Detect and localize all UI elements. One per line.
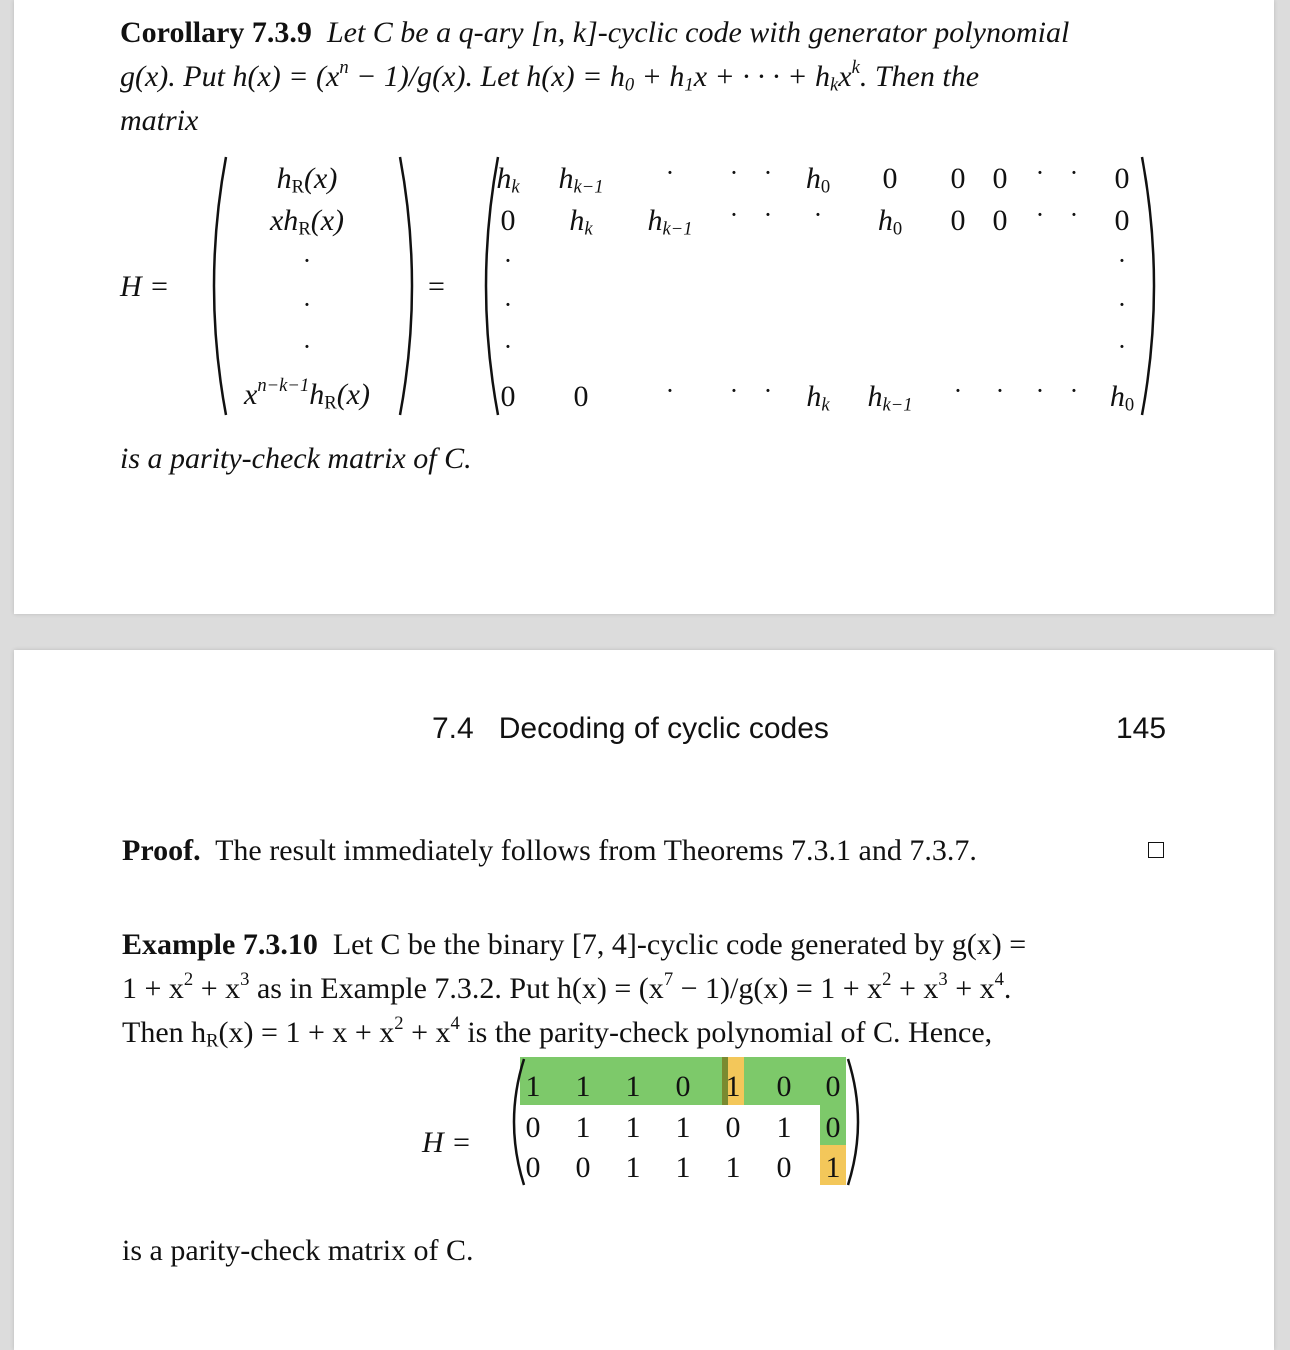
- example-line-1: [122, 930, 1026, 960]
- subscript: 0: [892, 218, 903, 240]
- corollary-line-3: matrix: [120, 104, 199, 137]
- proof-label: Proof.: [122, 834, 201, 867]
- right-paren-1: [396, 155, 426, 417]
- matrix-cell: 1: [625, 1111, 641, 1144]
- corollary-line-2: [120, 56, 980, 96]
- text-run: − 1)/g(x) = 1 + x: [673, 972, 883, 1005]
- text-run: + x: [403, 1016, 451, 1049]
- page-top: [14, 0, 1274, 614]
- subscript: k: [584, 218, 593, 240]
- example-conclusion: is a parity-check matrix of C.: [122, 1234, 474, 1267]
- text-run: h: [877, 204, 893, 237]
- subscript: 1: [684, 74, 694, 96]
- subscript: k: [830, 74, 839, 96]
- matrix-cell: 0: [776, 1151, 792, 1184]
- text-run: − 1)/g(x). Let h(x) = h: [348, 60, 625, 93]
- section-number: 7.4: [432, 712, 474, 745]
- matrix-cell: 1: [776, 1111, 792, 1144]
- corollary-line-1: [120, 18, 1069, 48]
- text-run: (x): [336, 378, 370, 411]
- matrix-cell: 1: [525, 1070, 541, 1103]
- matrix-cell: 1: [625, 1070, 641, 1103]
- vdots: ·: [1117, 246, 1127, 275]
- matrix-cell: 1: [725, 1151, 741, 1184]
- text-run: h: [276, 162, 292, 195]
- text-run: . Then the: [859, 60, 980, 93]
- vdots: ·: [1117, 332, 1127, 361]
- text-run: h: [558, 162, 574, 195]
- proof-paragraph: [122, 836, 977, 866]
- superscript: 7: [663, 968, 674, 990]
- matrix-cell: 0: [776, 1070, 792, 1103]
- hdots: ·: [665, 158, 675, 187]
- vector-entry-hR: [276, 162, 338, 198]
- equals-sign: =: [428, 270, 445, 303]
- matrix-cell: [569, 204, 593, 240]
- vdots: ·: [302, 290, 312, 319]
- vdots: ·: [302, 246, 312, 275]
- matrix-cell: 1: [675, 1151, 691, 1184]
- text-run: h: [647, 204, 663, 237]
- matrix-cell: 0: [950, 204, 966, 237]
- matrix-cell: 0: [575, 1151, 591, 1184]
- hdots: ·: [1069, 158, 1079, 187]
- text-run: h: [496, 162, 512, 195]
- matrix-cell: [558, 162, 604, 198]
- proof-text: The result immediately follows from Theorems 7.3.1 and 7.3.7.: [215, 834, 977, 867]
- superscript: 4: [994, 968, 1004, 990]
- vdots: ·: [503, 290, 513, 319]
- hdots: ·: [1035, 376, 1045, 405]
- example-line-2: [122, 968, 1012, 1005]
- right-paren-2: [1138, 155, 1168, 417]
- matrix-cell: [496, 162, 520, 198]
- text-run: g(x). Put h(x) = (x: [120, 60, 340, 93]
- matrix-cell: [647, 204, 693, 240]
- matrix-cell: 1: [625, 1151, 641, 1184]
- text-run: (x): [310, 204, 345, 237]
- hdots: ·: [729, 376, 739, 405]
- subscript: k: [511, 176, 520, 198]
- hdots: ·: [729, 200, 739, 229]
- text-run: (x): [304, 162, 338, 195]
- hdots: ·: [1069, 376, 1079, 405]
- hdots: ·: [763, 376, 773, 405]
- corollary-label: Corollary 7.3.9: [120, 16, 312, 49]
- matrix-cell: [805, 162, 831, 198]
- vector-entry-last: [244, 374, 370, 414]
- text-run: as in Example 7.3.2. Put h(x) = (x: [249, 972, 664, 1005]
- subscript: R: [298, 218, 311, 240]
- matrix-cell: 1: [725, 1070, 741, 1103]
- matrix-cell: 0: [725, 1111, 741, 1144]
- page-bottom: [14, 650, 1274, 1350]
- example-line-3: [122, 1012, 993, 1052]
- hdots: ·: [665, 376, 675, 405]
- hdots: ·: [763, 200, 773, 229]
- matrix-H-label: H =: [120, 270, 170, 303]
- text-run: h: [1109, 380, 1125, 413]
- matrix-cell: 1: [575, 1070, 591, 1103]
- text-run: Then h: [122, 1016, 207, 1049]
- subscript: R: [291, 176, 305, 198]
- vdots: ·: [302, 332, 312, 361]
- matrix-cell: 0: [1114, 162, 1130, 195]
- vdots: ·: [503, 246, 513, 275]
- matrix-H-label: H =: [422, 1126, 472, 1159]
- text-run: .: [1003, 972, 1012, 1005]
- text-run: xh: [269, 204, 299, 237]
- text-run: (x) = 1 + x + x: [218, 1016, 395, 1049]
- subscript: k−1: [882, 394, 913, 416]
- text-run: x: [838, 60, 852, 93]
- subscript: 0: [820, 176, 831, 198]
- text-run: h: [309, 378, 325, 411]
- corollary-statement: Let C be a q-ary [n, k]-cyclic code with generator polynomial: [326, 16, 1070, 49]
- vdots: ·: [503, 332, 513, 361]
- example-label: Example 7.3.10: [122, 928, 318, 961]
- superscript: 4: [450, 1012, 460, 1034]
- superscript: 3: [240, 968, 250, 990]
- matrix-cell: 0: [573, 380, 589, 413]
- left-paren-1: [200, 155, 230, 417]
- matrix-cell: 0: [882, 162, 898, 195]
- hdots: ·: [1035, 200, 1045, 229]
- vector-entry-xhR: [269, 204, 345, 240]
- example-text: Let C be the binary [7, 4]-cyclic code generated by g(x) =: [332, 928, 1027, 961]
- matrix-cell: [1109, 380, 1135, 416]
- superscript: n−k−1: [257, 374, 310, 396]
- text-run: h: [805, 162, 821, 195]
- hdots: ·: [813, 200, 823, 229]
- text-run: x: [244, 378, 258, 411]
- matrix-cell: 0: [525, 1111, 541, 1144]
- left-paren-3: [502, 1057, 528, 1187]
- superscript: 2: [183, 968, 194, 990]
- matrix-cell: [806, 380, 830, 416]
- subscript: R: [324, 392, 337, 414]
- matrix-cell: 0: [992, 204, 1008, 237]
- text-run: h: [867, 380, 883, 413]
- vdots: ·: [1117, 290, 1127, 319]
- hdots: ·: [995, 376, 1005, 405]
- matrix-cell: 0: [675, 1070, 691, 1103]
- text-run: is the parity-check polynomial of C. Hence,: [459, 1016, 993, 1049]
- superscript: 2: [882, 968, 892, 990]
- text-run: + h: [634, 60, 685, 93]
- matrix-cell: 1: [675, 1111, 691, 1144]
- matrix-cell: 0: [992, 162, 1008, 195]
- matrix-cell: 0: [525, 1151, 541, 1184]
- subscript: k−1: [662, 218, 693, 240]
- running-header: [432, 714, 829, 744]
- text-run: + x: [891, 972, 939, 1005]
- matrix-cell: 1: [575, 1111, 591, 1144]
- corollary-conclusion: is a parity-check matrix of C.: [120, 442, 472, 475]
- right-paren-3: [844, 1057, 870, 1187]
- text-run: h: [569, 204, 585, 237]
- subscript: k−1: [573, 176, 604, 198]
- subscript: R: [206, 1030, 219, 1052]
- text-run: h: [806, 380, 822, 413]
- hdots: ·: [953, 376, 963, 405]
- matrix-cell: 0: [1114, 204, 1130, 237]
- text-run: + x: [947, 972, 995, 1005]
- matrix-cell: 0: [825, 1111, 841, 1144]
- qed-square-icon: [1148, 842, 1164, 858]
- hdots: ·: [763, 158, 773, 187]
- hdots: ·: [1035, 158, 1045, 187]
- matrix-cell: 0: [825, 1070, 841, 1103]
- matrix-cell: [867, 380, 913, 416]
- matrix-cell: 0: [500, 380, 516, 413]
- superscript: 2: [394, 1012, 404, 1034]
- matrix-cell: 0: [950, 162, 966, 195]
- text-run: x + · · · + h: [693, 60, 831, 93]
- matrix-cell: [877, 204, 903, 240]
- page-number: 145: [1116, 712, 1167, 745]
- matrix-cell: 1: [825, 1151, 841, 1184]
- matrix-cell: 0: [500, 204, 516, 237]
- subscript: 0: [624, 74, 635, 96]
- superscript: k: [851, 56, 860, 78]
- hdots: ·: [729, 158, 739, 187]
- hdots: ·: [1069, 200, 1079, 229]
- superscript: 3: [938, 968, 948, 990]
- superscript: n: [339, 56, 349, 78]
- section-title: Decoding of cyclic codes: [498, 712, 829, 745]
- text-run: 1 + x: [122, 972, 184, 1005]
- text-run: + x: [193, 972, 241, 1005]
- subscript: 0: [1124, 394, 1135, 416]
- subscript: k: [821, 394, 830, 416]
